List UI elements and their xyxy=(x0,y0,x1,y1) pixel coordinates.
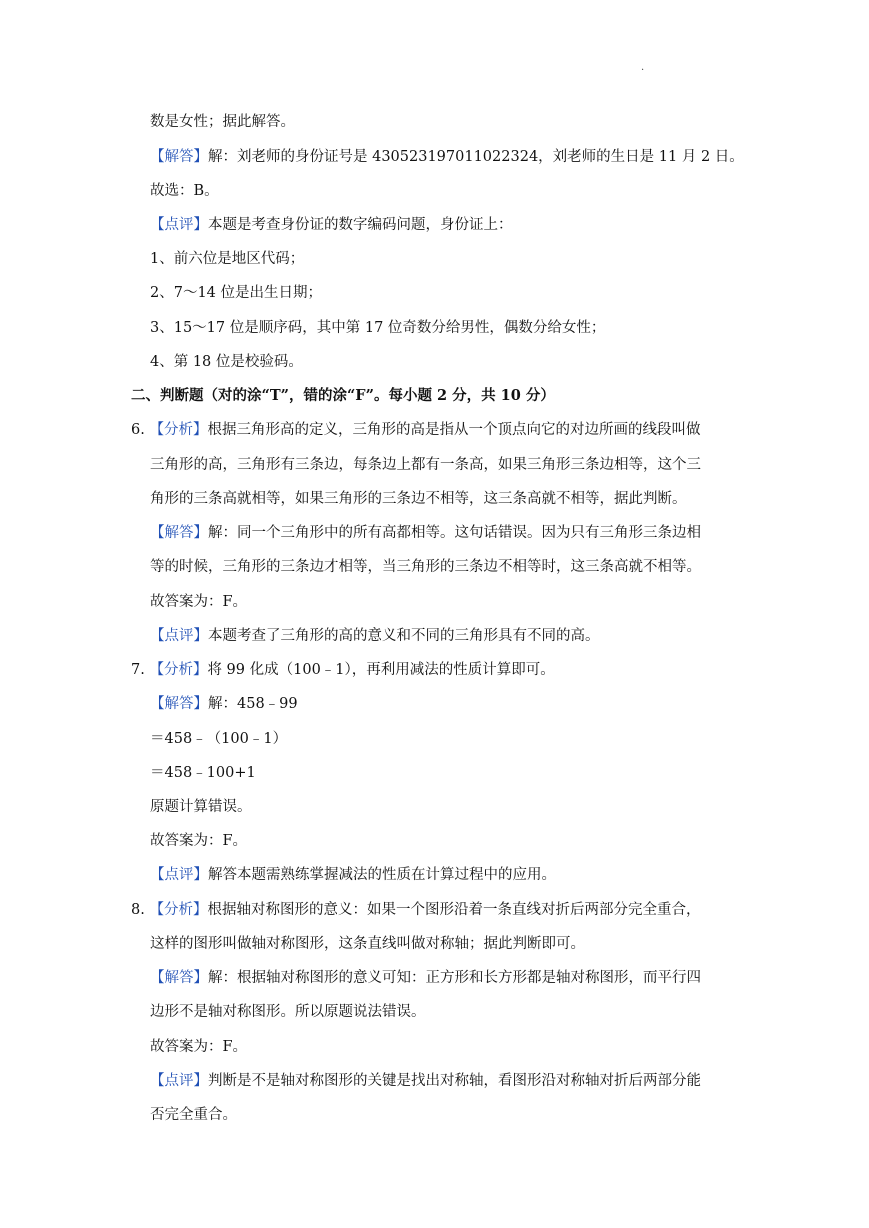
section-heading: 二、判断题（对的涂“T”，错的涂“F”。每小题 2 分，共 10 分） xyxy=(131,387,555,404)
comment-tag: 【点评】 xyxy=(150,217,208,233)
text-line: 2、7～14 位是出生日期； xyxy=(150,285,323,301)
text-line: 原题计算错误。 xyxy=(150,799,252,815)
question-7-analysis: 7. 【分析】将 99 化成（100﹣1），再利用减法的性质计算即可。 xyxy=(131,662,555,678)
text-line: 【点评】解答本题需熟练掌握减法的性质在计算过程中的应用。 xyxy=(150,867,556,883)
question-number: 6. xyxy=(131,422,145,438)
text-line: 角形的三条高就相等，如果三角形的三条边不相等，这三条高就不相等，据此判断。 xyxy=(150,491,687,507)
text-line: 【解答】解：刘老师的身份证号是 430523197011022324，刘老师的生日是 11 月 2 日。 xyxy=(150,149,744,165)
text-line: 故答案为：F。 xyxy=(150,833,248,849)
comment-tag: 【点评】 xyxy=(150,1073,208,1089)
comment-tag: 【点评】 xyxy=(150,867,208,883)
text-line: ＝458﹣100+1 xyxy=(150,765,256,781)
question-8-analysis: 8. 【分析】根据轴对称图形的意义：如果一个图形沿着一条直线对折后两部分完全重合， xyxy=(131,902,701,918)
text-line: ＝458﹣（100﹣1） xyxy=(150,731,288,747)
answer-tag: 【解答】 xyxy=(150,970,208,986)
text-line: 故答案为：F。 xyxy=(150,594,248,610)
text-line: 1、前六位是地区代码； xyxy=(150,251,305,267)
text-line: 3、15～17 位是顺序码，其中第 17 位奇数分给男性，偶数分给女性； xyxy=(150,320,606,336)
text-line: 【解答】解：458﹣99 xyxy=(150,696,298,712)
text-line: 等的时候，三角形的三条边才相等，当三角形的三条边不相等时，这三条高就不相等。 xyxy=(150,559,701,575)
answer-tag: 【解答】 xyxy=(150,149,208,165)
text-line: 4、第 18 位是校验码。 xyxy=(150,354,303,370)
comment-tag: 【点评】 xyxy=(150,628,208,644)
answer-tag: 【解答】 xyxy=(150,525,208,541)
text-line: 【点评】本题考查了三角形的高的意义和不同的三角形具有不同的高。 xyxy=(150,628,600,644)
analysis-tag: 【分析】 xyxy=(149,662,208,678)
text-line: 这样的图形叫做轴对称图形，这条直线叫做对称轴；据此判断即可。 xyxy=(150,936,585,952)
text-line: 【解答】解：同一个三角形中的所有高都相等。这句话错误。因为只有三角形三条边相 xyxy=(150,525,701,541)
text-line: 故答案为：F。 xyxy=(150,1039,248,1055)
page-mark: . xyxy=(641,62,645,73)
text-line: 边形不是轴对称图形。所以原题说法错误。 xyxy=(150,1004,426,1020)
text-line: 故选：B。 xyxy=(150,183,219,199)
text-line: 三角形的高，三角形有三条边，每条边上都有一条高，如果三角形三条边相等，这个三 xyxy=(150,457,701,473)
text-line: 【点评】判断是不是轴对称图形的关键是找出对称轴，看图形沿对称轴对折后两部分能 xyxy=(150,1073,701,1089)
analysis-tag: 【分析】 xyxy=(149,902,208,918)
analysis-tag: 【分析】 xyxy=(149,422,208,438)
text-line: 数是女性；据此解答。 xyxy=(150,114,295,130)
text-line: 【解答】解：根据轴对称图形的意义可知：正方形和长方形都是轴对称图形，而平行四 xyxy=(150,970,701,986)
question-number: 8. xyxy=(131,902,145,918)
text-line: 否完全重合。 xyxy=(150,1107,237,1123)
text-line: 【点评】本题是考查身份证的数字编码问题，身份证上： xyxy=(150,217,513,233)
question-number: 7. xyxy=(131,662,145,678)
question-6-analysis: 6. 【分析】根据三角形高的定义，三角形的高是指从一个顶点向它的对边所画的线段叫做 xyxy=(131,422,701,438)
answer-tag: 【解答】 xyxy=(150,696,208,712)
